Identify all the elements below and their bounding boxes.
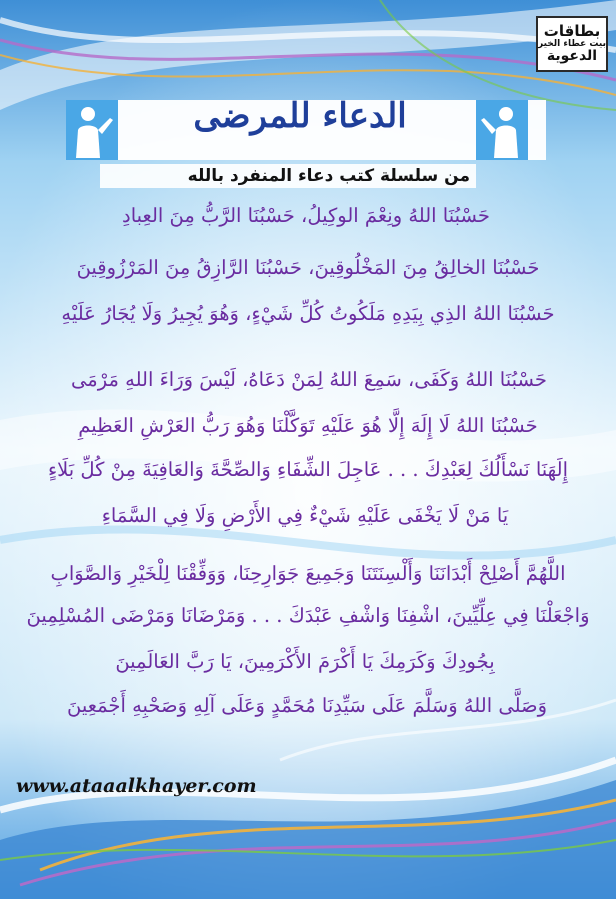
dua-line: اللَّهُمَّ أَصْلِحْ أَبْدَانَنَا وَأَلْسِنَتَنَا وَجَمِيعَ جَوَارِحِنَا، وَوَفِّقْنَا لِلْخَيْرِ وَالصَّوَابِ (50, 562, 566, 585)
praying-person-icon (476, 100, 528, 160)
logo-badge (536, 16, 608, 72)
card-title: الدعاء للمرضى (193, 96, 407, 136)
dua-line: حَسْبُنَا اللهُ الذِي بِيَدِهِ مَلَكُوتُ كُلِّ شَيْءٍ، وَهُوَ يُجِيرُ وَلَا يُجَارُ عَلَيْهِ (61, 302, 555, 325)
dua-line: إِلَهَنَا نَسْأَلُكَ لِعَبْدِكَ . . . عَاجِلَ الشِّفَاءِ وَالصِّحَّةَ وَالعَافِيَةَ مِنْ كُلِّ بَلَاءٍ (47, 458, 569, 481)
dua-line: وَصَلَّى اللهُ وَسَلَّمَ عَلَى سَيِّدِنَا مُحَمَّدٍ وَعَلَى آلِهِ وَصَحْبِهِ أَجْمَعِينَ (67, 694, 547, 717)
praying-person-icon (66, 100, 118, 160)
logo-line-2: بيت عطاء الخير (538, 38, 606, 49)
dua-line: وَاجْعَلْنَا فِي عِلِّيِّينَ، اشْفِنَا وَاشْفِ عَبْدَكَ . . . وَمَرْضَانَا وَمَرْضَى المُسْلِمِينَ (26, 604, 590, 627)
card-subtitle: من سلسلة كتب دعاء المنفرد بالله (100, 164, 476, 188)
dua-line: يَا مَنْ لَا يَخْفَى عَلَيْهِ شَيْءٌ فِي الأَرْضِ وَلَا فِي السَّمَاءِ (101, 504, 509, 527)
dua-line: حَسْبُنَا اللهُ لَا إِلَهَ إِلَّا هُوَ عَلَيْهِ تَوَكَّلْنَا وَهُوَ رَبُّ العَرْشِ العَظِيمِ (78, 414, 538, 437)
dua-line: بِجُودِكَ وَكَرَمِكَ يَا أَكْرَمَ الأَكْرَمِينَ، يَا رَبَّ العَالَمِينَ (115, 650, 495, 673)
website-url: www.ataaalkhayer.com (16, 775, 257, 797)
dua-line: حَسْبُنَا اللهُ ونِعْمَ الوكِيلُ، حَسْبُنَا الرَّبُّ مِنَ العِبادِ (122, 204, 490, 227)
logo-line-1: بطاقات (543, 22, 601, 41)
dua-line: حَسْبُنَا الخالِقُ مِنَ المَخْلُوقِينَ، حَسْبُنَا الرَّازِقُ مِنَ المَرْزُوقِينَ (76, 256, 540, 279)
dua-line: حَسْبُنَا اللهُ وَكَفَى، سَمِعَ اللهُ لِمَنْ دَعَاهُ، لَيْسَ وَرَاءَ اللهِ مَرْمَى (71, 368, 547, 391)
logo-line-3: الدعوية (546, 48, 598, 65)
